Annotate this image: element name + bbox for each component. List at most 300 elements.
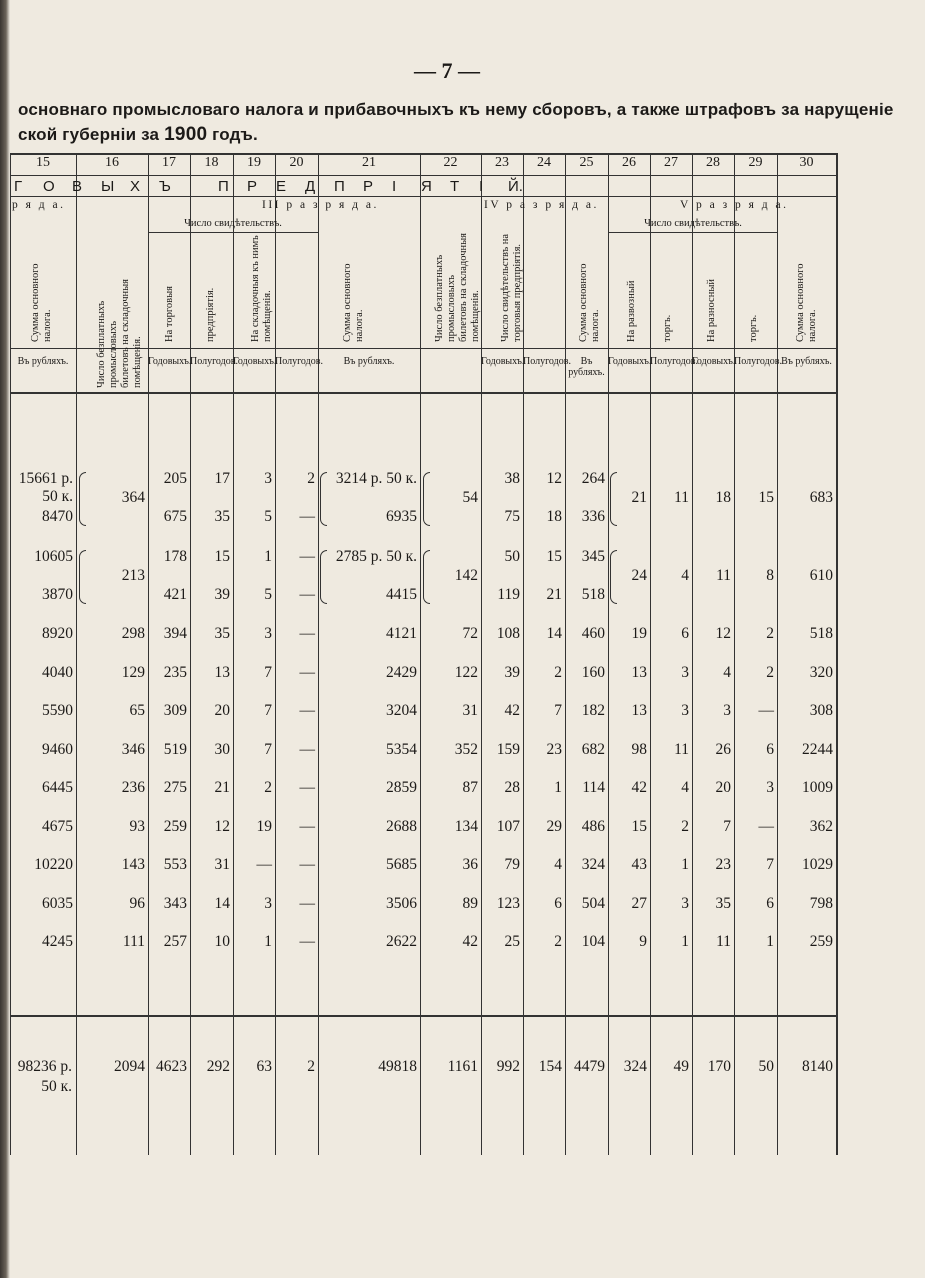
table-cell: 21 xyxy=(631,489,647,506)
table-cell: 35 xyxy=(214,625,230,642)
table-rule-v xyxy=(777,153,778,1155)
table-cell: 39 xyxy=(214,586,230,603)
table-rule-v xyxy=(650,153,651,1155)
unit-label: Годовыхъ. xyxy=(481,356,525,367)
table-cell: — xyxy=(299,894,315,912)
table-cell: 14 xyxy=(214,894,230,912)
table-cell: 13 xyxy=(214,663,230,681)
table-cell: 610 xyxy=(809,567,833,584)
table-cell: 1 xyxy=(554,779,562,796)
table-cell: 11 xyxy=(716,933,731,950)
column-number: 19 xyxy=(247,155,261,170)
banner-letter: П xyxy=(334,178,345,195)
total-cell: 2 xyxy=(307,1058,315,1075)
table-cell: — xyxy=(256,856,272,873)
table-rule-v xyxy=(190,153,191,1155)
total-cell: 49 xyxy=(673,1058,689,1075)
unit-label: Полугодов. xyxy=(190,356,238,367)
table-cell: 798 xyxy=(809,894,833,912)
table-cell: 2244 xyxy=(802,740,833,758)
table-cell: 5354 xyxy=(386,740,417,758)
table-cell: 10605 xyxy=(34,548,73,565)
table-cell: 2429 xyxy=(386,663,417,681)
table-cell: 5685 xyxy=(386,856,417,873)
table-cell: 89 xyxy=(462,894,478,912)
table-cell: 2 xyxy=(554,933,562,950)
subheader-cert-V: Число свидѣтельствъ. xyxy=(644,218,742,229)
total-cell: 4479 xyxy=(574,1058,605,1075)
table-cell: — xyxy=(299,779,315,796)
table-cell: — xyxy=(299,702,315,719)
group-label-III: III р а з р я д а. xyxy=(262,199,379,211)
table-cell: 518 xyxy=(581,586,605,603)
column-number: 22 xyxy=(443,155,458,170)
col25-header: Сумма основного налога. xyxy=(578,263,601,342)
table-cell: 19 xyxy=(631,625,647,642)
table-cell: 31 xyxy=(462,702,478,719)
table-cell: 308 xyxy=(809,702,833,719)
table-cell: 6445 xyxy=(42,779,73,796)
table-cell: 682 xyxy=(581,740,605,758)
column-number: 16 xyxy=(105,155,119,170)
page-number: — 7 — xyxy=(414,58,480,83)
table-cell: 27 xyxy=(631,894,647,912)
table-cell: 3 xyxy=(723,702,731,719)
table-cell: 36 xyxy=(462,856,478,873)
table-rule-v xyxy=(836,153,838,1155)
banner-letter: О xyxy=(43,178,55,195)
table-cell: 24 xyxy=(631,567,647,584)
table-cell: 2 xyxy=(264,779,272,796)
table-cell: 9 xyxy=(639,933,647,950)
heading-line-1: основнаго промысловаго налога и прибавочныхъ къ нему сборовъ, а также штрафовъ за нарущеніе xyxy=(18,100,894,119)
total-cell: 1161 xyxy=(447,1058,478,1075)
unit-label: Полугодов. xyxy=(734,356,782,367)
table-cell: — xyxy=(299,817,315,835)
table-cell: 72 xyxy=(462,625,478,642)
table-cell: 4245 xyxy=(42,933,73,950)
table-cell: 309 xyxy=(163,702,187,719)
table-cell: 23 xyxy=(715,856,731,873)
table-cell: 2785 р. 50 к. xyxy=(335,548,417,565)
table-cell: 5 xyxy=(264,586,272,603)
total-c15-line1: 98236 р. xyxy=(17,1058,72,1075)
brace-mark xyxy=(320,550,327,604)
subheader-cert-III: Число свидѣтельствъ. xyxy=(184,218,282,229)
banner-letter: І xyxy=(479,178,484,195)
table-cell: 28 xyxy=(504,779,520,796)
table-cell: 7 xyxy=(264,702,272,719)
table-cell: 93 xyxy=(129,817,145,835)
table-cell: 4675 xyxy=(42,817,73,835)
table-cell: 43 xyxy=(631,856,647,873)
table-cell: 7 xyxy=(264,740,272,758)
total-cell: 50 xyxy=(758,1058,774,1075)
table-cell: 3 xyxy=(264,894,272,912)
brace-mark xyxy=(423,550,430,604)
table-cell: 6 xyxy=(681,625,689,642)
table-cell: 12 xyxy=(546,470,562,487)
table-cell: 18 xyxy=(546,508,562,525)
table-cell: 15 xyxy=(546,548,562,565)
table-cell: 42 xyxy=(631,779,647,796)
table-cell: 134 xyxy=(454,817,478,835)
table-cell: 7 xyxy=(766,856,774,873)
table-cell: 362 xyxy=(809,817,833,835)
table-cell: 421 xyxy=(163,586,187,603)
table-rule-v xyxy=(734,153,735,1155)
table-cell: 2859 xyxy=(386,779,417,796)
column-number: 23 xyxy=(495,155,509,170)
table-rule-v xyxy=(76,153,77,1155)
table-cell: 50 xyxy=(504,548,520,565)
table-cell: 12 xyxy=(715,625,731,642)
table-cell: 4 xyxy=(681,567,689,584)
table-cell: 142 xyxy=(454,567,478,584)
col30-header: Сумма основного налога. xyxy=(795,263,818,342)
table-cell: — xyxy=(299,663,315,681)
total-cell: 170 xyxy=(707,1058,731,1075)
column-number: 21 xyxy=(362,155,376,170)
unit-label: Полугодов. xyxy=(275,356,323,367)
table-cell: 21 xyxy=(546,586,562,603)
table-cell: 4415 xyxy=(386,586,417,603)
table-cell: 3870 xyxy=(42,586,73,603)
total-cell: 4623 xyxy=(156,1058,187,1075)
table-cell: 320 xyxy=(809,663,833,681)
heading-line-2 xyxy=(18,124,258,146)
table-cell: 3204 xyxy=(386,702,417,719)
total-cell: 154 xyxy=(538,1058,562,1075)
table-cell: 13 xyxy=(631,663,647,681)
table-cell: 346 xyxy=(121,740,145,758)
column-number: 28 xyxy=(706,155,720,170)
table-cell: 79 xyxy=(504,856,520,873)
table-cell: 29 xyxy=(546,817,562,835)
table-cell: 13 xyxy=(631,702,647,719)
table-cell: 10 xyxy=(214,933,230,950)
table-cell: 19 xyxy=(256,817,272,835)
banner-letter: Д xyxy=(305,178,316,195)
unit-label: Полугодов. xyxy=(650,356,698,367)
column-number: 17 xyxy=(162,155,176,170)
table-rule-v xyxy=(233,153,234,1155)
table-rule-v xyxy=(565,153,566,1155)
column-number: 15 xyxy=(36,155,50,170)
table-cell: 123 xyxy=(496,894,520,912)
table-cell: 11 xyxy=(716,567,731,584)
total-cell: 63 xyxy=(256,1058,272,1075)
table-cell: 7 xyxy=(554,702,562,719)
table-cell: 264 xyxy=(581,470,605,487)
table-cell: 3 xyxy=(681,894,689,912)
col28-header: На разносный xyxy=(706,278,717,342)
banner-letter: Й. xyxy=(508,178,523,195)
table-cell: 26 xyxy=(715,740,731,758)
table-cell: 114 xyxy=(582,779,605,796)
table-cell: 9460 xyxy=(42,740,73,758)
table-cell: 1 xyxy=(264,548,272,565)
table-cell: 50 к. xyxy=(42,488,73,505)
table-cell: 6935 xyxy=(386,508,417,525)
table-cell: 119 xyxy=(497,586,520,603)
table-cell: 3 xyxy=(766,779,774,796)
table-cell: 18 xyxy=(715,489,731,506)
table-cell: 31 xyxy=(214,856,230,873)
table-cell: 4 xyxy=(681,779,689,796)
column-number: 30 xyxy=(799,155,814,170)
table-cell: 11 xyxy=(674,740,689,758)
column-number: 25 xyxy=(579,155,594,170)
banner-letter: Р xyxy=(363,178,374,195)
unit-label: Годовыхъ. xyxy=(692,356,736,367)
col16-header: Число безплатныхъ промысловыхъ билетовъ на складочныя помѣщенія. xyxy=(96,279,143,388)
table-cell: 11 xyxy=(674,489,689,506)
table-cell: 35 xyxy=(214,508,230,525)
table-cell: 4 xyxy=(723,663,731,681)
table-cell: 42 xyxy=(462,933,478,950)
table-rule-h xyxy=(10,196,836,197)
table-cell: 8920 xyxy=(42,625,73,642)
table-cell: 3 xyxy=(681,663,689,681)
banner-letter: Г xyxy=(14,178,23,195)
column-number: 27 xyxy=(664,155,678,170)
table-rule-v xyxy=(148,153,149,1155)
table-cell: — xyxy=(758,817,774,835)
table-cell: 2 xyxy=(766,625,774,642)
table-cell: 213 xyxy=(121,567,145,584)
table-cell: 1009 xyxy=(802,779,833,796)
table-cell: 8470 xyxy=(42,508,73,525)
table-rule-h xyxy=(10,1015,836,1017)
table-cell: 3 xyxy=(264,625,272,642)
table-cell: 3506 xyxy=(386,894,417,912)
brace-mark xyxy=(79,550,86,604)
col23-24-header: Число свидѣтельствъ на торговыя предпріятія. xyxy=(500,233,523,342)
table-cell: 10220 xyxy=(34,856,73,873)
table-cell: 460 xyxy=(581,625,605,642)
heading-line-2-prefix: ской губерніи за xyxy=(18,125,160,144)
total-cell: 992 xyxy=(496,1058,520,1075)
brace-mark xyxy=(610,472,617,526)
col27-header: торгъ. xyxy=(662,314,673,342)
table-cell: 2 xyxy=(681,817,689,835)
table-cell: — xyxy=(299,740,315,758)
table-cell: 4121 xyxy=(386,625,417,642)
brace-mark xyxy=(423,472,430,526)
table-cell: 98 xyxy=(631,740,647,758)
table-cell: 683 xyxy=(809,489,833,506)
table-cell: 343 xyxy=(163,894,187,912)
column-number: 26 xyxy=(622,155,636,170)
table-cell: 1029 xyxy=(802,856,833,873)
table-cell: 364 xyxy=(121,489,145,506)
table-cell: 35 xyxy=(715,894,731,912)
table-cell: 2622 xyxy=(386,933,417,950)
table-cell: 20 xyxy=(214,702,230,719)
table-cell: 20 xyxy=(715,779,731,796)
table-cell: 23 xyxy=(546,740,562,758)
table-rule-v xyxy=(275,153,276,1155)
table-cell: 345 xyxy=(581,548,605,565)
total-cell: 49818 xyxy=(378,1058,417,1075)
total-cell: 292 xyxy=(206,1058,230,1075)
table-cell: 1 xyxy=(766,933,774,950)
table-rule-v xyxy=(608,153,609,1155)
table-rule-v xyxy=(318,153,319,1155)
col26-header: На развозный xyxy=(626,280,637,342)
column-number: 29 xyxy=(748,155,763,170)
banner-letter: Я xyxy=(421,178,432,195)
table-cell: 15 xyxy=(214,548,230,565)
table-cell: 178 xyxy=(163,548,187,565)
table-cell: 236 xyxy=(121,779,145,796)
banner-letter: І xyxy=(392,178,397,195)
table-cell: 553 xyxy=(163,856,187,873)
col21-header: Сумма основного налога. xyxy=(342,263,365,342)
table-cell: 518 xyxy=(809,625,833,642)
unit-label: Годовыхъ. xyxy=(148,356,192,367)
table-cell: 15661 р. xyxy=(18,470,73,487)
table-cell: 275 xyxy=(163,779,187,796)
table-cell: 39 xyxy=(504,663,520,681)
banner-letter: В xyxy=(72,178,83,195)
unit-label: Въ рубляхъ. xyxy=(781,356,832,367)
banner-letter: Х xyxy=(130,178,141,195)
table-cell: 104 xyxy=(581,933,605,950)
table-cell: 1 xyxy=(681,933,689,950)
table-cell: — xyxy=(299,625,315,642)
table-cell: 38 xyxy=(504,470,520,487)
brace-mark xyxy=(320,472,327,526)
table-cell: 122 xyxy=(454,663,478,681)
table-cell: 14 xyxy=(546,625,562,642)
table-cell: 4 xyxy=(554,856,562,873)
table-cell: 394 xyxy=(163,625,187,642)
col29-header: торгъ. xyxy=(748,314,759,342)
unit-label: Полугодов. xyxy=(523,356,571,367)
heading-year: 1900 xyxy=(164,124,208,145)
table-cell: 1 xyxy=(264,933,272,950)
total-cell: 2094 xyxy=(114,1058,145,1075)
table-cell: 259 xyxy=(163,817,187,835)
table-cell: 504 xyxy=(581,894,605,912)
col17-header: На торговыя xyxy=(164,286,175,342)
table-cell: 21 xyxy=(214,779,230,796)
table-cell: 87 xyxy=(462,779,478,796)
unit-label: Годовыхъ. xyxy=(608,356,652,367)
table-cell: 235 xyxy=(163,663,187,681)
table-cell: 336 xyxy=(581,508,605,525)
table-cell: 675 xyxy=(163,508,187,525)
table-cell: 160 xyxy=(581,663,605,681)
table-cell: — xyxy=(299,933,315,950)
table-cell: — xyxy=(758,702,774,719)
table-cell: 352 xyxy=(454,740,478,758)
table-cell: 2 xyxy=(766,663,774,681)
table-cell: 12 xyxy=(214,817,230,835)
table-cell: — xyxy=(299,548,315,565)
table-rule-v xyxy=(10,153,11,1155)
table-cell: 129 xyxy=(121,663,145,681)
total-cell: 8140 xyxy=(802,1058,833,1075)
table-cell: 5 xyxy=(264,508,272,525)
total-cell: 324 xyxy=(623,1058,647,1075)
col15-header: Сумма основного налога. xyxy=(30,263,53,342)
table-cell: 7 xyxy=(264,663,272,681)
table-cell: 486 xyxy=(581,817,605,835)
table-cell: 2 xyxy=(307,470,315,487)
table-rule-h xyxy=(10,392,836,394)
table-cell: 519 xyxy=(163,740,187,758)
unit-label: Въ рубляхъ. xyxy=(568,356,605,378)
table-cell: 324 xyxy=(581,856,605,873)
table-cell: 54 xyxy=(462,489,478,506)
table-cell: 8 xyxy=(766,567,774,584)
group-label-IV: IV р а з р я д а. xyxy=(484,199,599,211)
table-cell: 107 xyxy=(496,817,520,835)
brace-mark xyxy=(79,472,86,526)
table-cell: 6 xyxy=(766,740,774,758)
table-cell: 108 xyxy=(496,625,520,642)
table-cell: 17 xyxy=(214,470,230,487)
table-cell: — xyxy=(299,856,315,873)
table-rule-v xyxy=(692,153,693,1155)
table-cell: 111 xyxy=(122,933,145,950)
column-number: 20 xyxy=(289,155,304,170)
table-rule-h xyxy=(10,175,836,176)
banner-letter: Ы xyxy=(101,178,115,195)
column-number: 24 xyxy=(537,155,551,170)
table-cell: 2 xyxy=(554,663,562,681)
brace-mark xyxy=(610,550,617,604)
table-rule-v xyxy=(420,153,421,1155)
unit-label: Въ рубляхъ. xyxy=(343,356,395,367)
col18-header: предпріятія. xyxy=(205,287,216,342)
table-cell: 3214 р. 50 к. xyxy=(335,470,417,487)
table-cell: 6 xyxy=(766,894,774,912)
table-cell: — xyxy=(299,508,315,525)
table-cell: 6035 xyxy=(42,894,73,912)
table-cell: 42 xyxy=(504,702,520,719)
table-cell: 2688 xyxy=(386,817,417,835)
unit-label: Годовыхъ. xyxy=(233,356,277,367)
column-number: 18 xyxy=(204,155,219,170)
table-cell: 15 xyxy=(758,489,774,506)
group-label-V: V р а з р я д а. xyxy=(680,199,789,211)
table-cell: 257 xyxy=(163,933,187,950)
table-cell: 182 xyxy=(581,702,605,719)
group-label-left: р я д а. xyxy=(12,199,66,211)
table-cell: 6 xyxy=(554,894,562,912)
table-cell: 1 xyxy=(681,856,689,873)
table-cell: 3 xyxy=(681,702,689,719)
table-cell: 259 xyxy=(809,933,833,950)
table-cell: 5590 xyxy=(42,702,73,719)
table-cell: 205 xyxy=(163,470,187,487)
table-cell: 159 xyxy=(496,740,520,758)
banner-letter: П xyxy=(218,178,229,195)
col22-header: Число безплатныхъ промысловыхъ билетовъ на складочныя помѣщенія. xyxy=(434,233,481,342)
table-cell: 96 xyxy=(129,894,145,912)
table-cell: — xyxy=(299,586,315,603)
table-cell: 3 xyxy=(264,470,272,487)
total-c15-line2: 50 к. xyxy=(41,1078,72,1095)
col19-20-header: На складочныя къ нимъ помѣщенія. xyxy=(250,235,273,342)
banner-letter: Ъ xyxy=(159,178,171,195)
banner-letter: Е xyxy=(276,178,287,195)
banner-letter: Р xyxy=(247,178,258,195)
